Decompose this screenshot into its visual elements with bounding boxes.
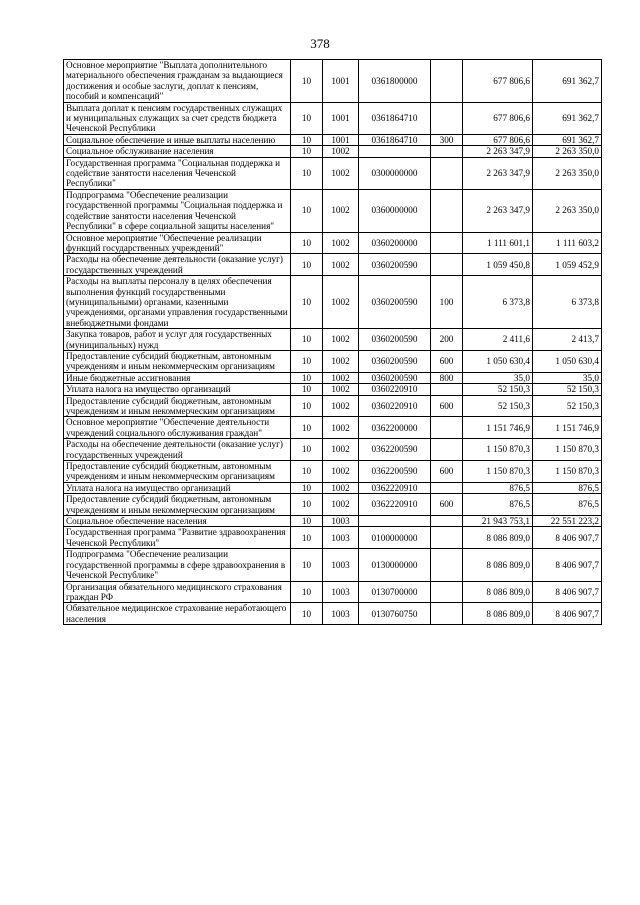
section-code-cell: 10 xyxy=(291,482,323,493)
row-name-cell: Расходы на обеспечение деятельности (оказание услуг) государственных учреждений xyxy=(64,254,291,276)
amount-year2-cell: 691 362,7 xyxy=(533,60,602,103)
amount-year2-cell: 2 263 350,0 xyxy=(533,157,602,189)
target-article-cell: 0130700000 xyxy=(359,581,431,603)
section-code-cell: 10 xyxy=(291,603,323,625)
amount-year1-cell: 8 086 809,0 xyxy=(463,603,533,625)
table-row xyxy=(64,60,602,103)
expense-type-cell xyxy=(431,603,463,625)
amount-year2-cell: 876,5 xyxy=(533,482,602,493)
row-name-cell: Социальное обслуживание населения xyxy=(64,146,291,157)
amount-year2-cell: 1 059 452,9 xyxy=(533,254,602,276)
amount-year2-cell: 1 111 603,2 xyxy=(533,232,602,254)
subsection-code-cell: 1002 xyxy=(323,439,359,461)
subsection-code-cell: 1002 xyxy=(323,461,359,483)
target-article-cell: 0360220910 xyxy=(359,395,431,417)
amount-year1-cell: 876,5 xyxy=(463,494,533,516)
table-row xyxy=(64,482,602,493)
section-code-cell: 10 xyxy=(291,372,323,383)
target-article-cell: 0130000000 xyxy=(359,549,431,581)
target-article-cell: 0360220910 xyxy=(359,384,431,395)
subsection-code-cell: 1002 xyxy=(323,232,359,254)
section-code-cell: 10 xyxy=(291,549,323,581)
target-article-cell: 0362220910 xyxy=(359,494,431,516)
row-name-cell: Расходы на выплаты персоналу в целях обеспечения выполнения функций государственными (муниципальными) органами, казенными учреждениями, органами управления государственными внебюджетными фондами xyxy=(64,276,291,329)
section-code-cell: 10 xyxy=(291,189,323,232)
table-row xyxy=(64,189,602,232)
subsection-code-cell: 1002 xyxy=(323,157,359,189)
target-article-cell: 0360200590 xyxy=(359,372,431,383)
expense-type-cell xyxy=(431,232,463,254)
target-article-cell: 0360200590 xyxy=(359,276,431,329)
row-name-cell: Основное мероприятие "Выплата дополнительного материального обеспечения гражданам за выдающиеся достижения и особые заслуги, доплат к пенсиям, пособий и компенсаций" xyxy=(64,60,291,103)
section-code-cell: 10 xyxy=(291,134,323,145)
target-article-cell: 0362200590 xyxy=(359,439,431,461)
section-code-cell: 10 xyxy=(291,146,323,157)
amount-year2-cell: 1 050 630,4 xyxy=(533,350,602,372)
amount-year1-cell: 6 373,8 xyxy=(463,276,533,329)
section-code-cell: 10 xyxy=(291,395,323,417)
subsection-code-cell: 1002 xyxy=(323,494,359,516)
target-article-cell: 0362200590 xyxy=(359,461,431,483)
amount-year1-cell: 35,0 xyxy=(463,372,533,383)
expense-type-cell xyxy=(431,417,463,439)
expense-type-cell xyxy=(431,384,463,395)
subsection-code-cell: 1002 xyxy=(323,146,359,157)
subsection-code-cell: 1001 xyxy=(323,60,359,103)
section-code-cell: 10 xyxy=(291,60,323,103)
subsection-code-cell: 1002 xyxy=(323,329,359,351)
amount-year1-cell: 1 150 870,3 xyxy=(463,461,533,483)
subsection-code-cell: 1003 xyxy=(323,527,359,549)
amount-year2-cell: 2 263 350,0 xyxy=(533,146,602,157)
subsection-code-cell: 1003 xyxy=(323,603,359,625)
subsection-code-cell: 1003 xyxy=(323,549,359,581)
subsection-code-cell: 1002 xyxy=(323,417,359,439)
expense-type-cell: 300 xyxy=(431,134,463,145)
table-row xyxy=(64,549,602,581)
amount-year1-cell: 52 150,3 xyxy=(463,384,533,395)
subsection-code-cell: 1003 xyxy=(323,516,359,527)
expense-type-cell xyxy=(431,146,463,157)
section-code-cell: 10 xyxy=(291,384,323,395)
subsection-code-cell: 1001 xyxy=(323,134,359,145)
amount-year2-cell: 691 362,7 xyxy=(533,102,602,134)
expense-type-cell: 600 xyxy=(431,395,463,417)
row-name-cell: Социальное обеспечение населения xyxy=(64,516,291,527)
amount-year2-cell: 52 150,3 xyxy=(533,384,602,395)
table-row xyxy=(64,494,602,516)
expense-type-cell xyxy=(431,527,463,549)
row-name-cell: Выплата доплат к пенсиям государственных служащих и муниципальных служащих за счет средств бюджета Чеченской Республики xyxy=(64,102,291,134)
amount-year2-cell: 35,0 xyxy=(533,372,602,383)
amount-year2-cell: 52 150,3 xyxy=(533,395,602,417)
amount-year1-cell: 2 263 347,9 xyxy=(463,189,533,232)
page-number: 378 xyxy=(310,36,330,51)
target-article-cell: 0360200590 xyxy=(359,329,431,351)
section-code-cell: 10 xyxy=(291,350,323,372)
target-article-cell: 0360200590 xyxy=(359,254,431,276)
table-row xyxy=(64,581,602,603)
amount-year2-cell: 22 551 223,2 xyxy=(533,516,602,527)
target-article-cell: 0360200590 xyxy=(359,350,431,372)
expense-type-cell xyxy=(431,581,463,603)
row-name-cell: Уплата налога на имущество организаций xyxy=(64,384,291,395)
table-row xyxy=(64,372,602,383)
table-row xyxy=(64,350,602,372)
section-code-cell: 10 xyxy=(291,157,323,189)
amount-year1-cell: 1 050 630,4 xyxy=(463,350,533,372)
row-name-cell: Закупка товаров, работ и услуг для государственных (муниципальных) нужд xyxy=(64,329,291,351)
subsection-code-cell: 1002 xyxy=(323,384,359,395)
row-name-cell: Обязательное медицинское страхование неработающего населения xyxy=(64,603,291,625)
amount-year1-cell: 2 263 347,9 xyxy=(463,157,533,189)
subsection-code-cell: 1003 xyxy=(323,581,359,603)
expense-type-cell xyxy=(431,189,463,232)
table-row xyxy=(64,527,602,549)
row-name-cell: Социальное обеспечение и иные выплаты населению xyxy=(64,134,291,145)
target-article-cell: 0300000000 xyxy=(359,157,431,189)
row-name-cell: Иные бюджетные ассигнования xyxy=(64,372,291,383)
table-row xyxy=(64,157,602,189)
target-article-cell: 0361800000 xyxy=(359,60,431,103)
amount-year1-cell: 1 150 870,3 xyxy=(463,439,533,461)
amount-year1-cell: 2 411,6 xyxy=(463,329,533,351)
section-code-cell: 10 xyxy=(291,439,323,461)
section-code-cell: 10 xyxy=(291,102,323,134)
expense-type-cell: 600 xyxy=(431,350,463,372)
amount-year2-cell: 8 406 907,7 xyxy=(533,527,602,549)
subsection-code-cell: 1001 xyxy=(323,102,359,134)
subsection-code-cell: 1002 xyxy=(323,350,359,372)
amount-year1-cell: 8 086 809,0 xyxy=(463,549,533,581)
table-row xyxy=(64,102,602,134)
expense-type-cell: 600 xyxy=(431,494,463,516)
row-name-cell: Предоставление субсидий бюджетным, автономным учреждениям и иным некоммерческим организациям xyxy=(64,461,291,483)
expense-type-cell xyxy=(431,254,463,276)
section-code-cell: 10 xyxy=(291,494,323,516)
amount-year1-cell: 8 086 809,0 xyxy=(463,527,533,549)
expense-type-cell xyxy=(431,482,463,493)
section-code-cell: 10 xyxy=(291,254,323,276)
row-name-cell: Государственная программа "Развитие здравоохранения Чеченской Республики" xyxy=(64,527,291,549)
section-code-cell: 10 xyxy=(291,461,323,483)
target-article-cell: 0360200000 xyxy=(359,232,431,254)
budget-table-body xyxy=(64,60,602,625)
expense-type-cell xyxy=(431,439,463,461)
row-name-cell: Расходы на обеспечение деятельности (оказание услуг) государственных учреждений xyxy=(64,439,291,461)
section-code-cell: 10 xyxy=(291,329,323,351)
target-article-cell: 0361864710 xyxy=(359,102,431,134)
row-name-cell: Предоставление субсидий бюджетным, автономным учреждениям и иным некоммерческим организациям xyxy=(64,395,291,417)
table-row xyxy=(64,461,602,483)
target-article-cell: 0130760750 xyxy=(359,603,431,625)
amount-year2-cell: 8 406 907,7 xyxy=(533,603,602,625)
amount-year1-cell: 876,5 xyxy=(463,482,533,493)
amount-year1-cell: 8 086 809,0 xyxy=(463,581,533,603)
row-name-cell: Подпрограмма "Обеспечение реализации государственной программы в сфере здравоохранения в Чеченской Республике" xyxy=(64,549,291,581)
row-name-cell: Подпрограмма "Обеспечение реализации государственной программы "Социальная поддержка и содействие занятости населения Чеченской Республики" в сфере социальной защиты населения" xyxy=(64,189,291,232)
target-article-cell: 0100000000 xyxy=(359,527,431,549)
row-name-cell: Предоставление субсидий бюджетным, автономным учреждениям и иным некоммерческим организациям xyxy=(64,350,291,372)
expense-type-cell: 800 xyxy=(431,372,463,383)
table-row xyxy=(64,146,602,157)
row-name-cell: Основное мероприятие "Обеспечение деятельности учреждений социального обслуживания граждан" xyxy=(64,417,291,439)
amount-year2-cell: 8 406 907,7 xyxy=(533,549,602,581)
target-article-cell: 0361864710 xyxy=(359,134,431,145)
expense-type-cell xyxy=(431,102,463,134)
row-name-cell: Предоставление субсидий бюджетным, автономным учреждениям и иным некоммерческим организациям xyxy=(64,494,291,516)
expense-type-cell: 200 xyxy=(431,329,463,351)
row-name-cell: Основное мероприятие "Обеспечение реализации функций государственных учреждений" xyxy=(64,232,291,254)
amount-year2-cell: 691 362,7 xyxy=(533,134,602,145)
budget-table xyxy=(63,59,602,625)
section-code-cell: 10 xyxy=(291,232,323,254)
table-row xyxy=(64,254,602,276)
expense-type-cell xyxy=(431,60,463,103)
amount-year2-cell: 2 263 350,0 xyxy=(533,189,602,232)
amount-year1-cell: 1 111 601,1 xyxy=(463,232,533,254)
target-article-cell: 0362220910 xyxy=(359,482,431,493)
expense-type-cell xyxy=(431,516,463,527)
subsection-code-cell: 1002 xyxy=(323,482,359,493)
amount-year2-cell: 8 406 907,7 xyxy=(533,581,602,603)
amount-year1-cell: 1 151 746,9 xyxy=(463,417,533,439)
section-code-cell: 10 xyxy=(291,417,323,439)
amount-year1-cell: 2 263 347,9 xyxy=(463,146,533,157)
amount-year2-cell: 1 151 746,9 xyxy=(533,417,602,439)
table-row xyxy=(64,395,602,417)
amount-year2-cell: 1 150 870,3 xyxy=(533,439,602,461)
row-name-cell: Уплата налога на имущество организаций xyxy=(64,482,291,493)
expense-type-cell: 100 xyxy=(431,276,463,329)
table-row xyxy=(64,329,602,351)
table-row xyxy=(64,603,602,625)
amount-year2-cell: 6 373,8 xyxy=(533,276,602,329)
table-row xyxy=(64,516,602,527)
table-row xyxy=(64,276,602,329)
amount-year1-cell: 21 943 753,1 xyxy=(463,516,533,527)
target-article-cell xyxy=(359,516,431,527)
section-code-cell: 10 xyxy=(291,276,323,329)
amount-year2-cell: 876,5 xyxy=(533,494,602,516)
expense-type-cell: 600 xyxy=(431,461,463,483)
amount-year1-cell: 52 150,3 xyxy=(463,395,533,417)
amount-year1-cell: 677 806,6 xyxy=(463,102,533,134)
table-row xyxy=(64,417,602,439)
amount-year1-cell: 677 806,6 xyxy=(463,60,533,103)
section-code-cell: 10 xyxy=(291,581,323,603)
amount-year2-cell: 1 150 870,3 xyxy=(533,461,602,483)
row-name-cell: Организация обязательного медицинского страхования граждан РФ xyxy=(64,581,291,603)
table-row xyxy=(64,134,602,145)
subsection-code-cell: 1002 xyxy=(323,395,359,417)
subsection-code-cell: 1002 xyxy=(323,189,359,232)
table-row xyxy=(64,439,602,461)
row-name-cell: Государственная программа "Социальная поддержка и содействие занятости населения Чеченской Республики" xyxy=(64,157,291,189)
expense-type-cell xyxy=(431,549,463,581)
subsection-code-cell: 1002 xyxy=(323,372,359,383)
target-article-cell xyxy=(359,146,431,157)
expense-type-cell xyxy=(431,157,463,189)
section-code-cell: 10 xyxy=(291,527,323,549)
target-article-cell: 0360000000 xyxy=(359,189,431,232)
subsection-code-cell: 1002 xyxy=(323,276,359,329)
table-row xyxy=(64,232,602,254)
subsection-code-cell: 1002 xyxy=(323,254,359,276)
amount-year1-cell: 677 806,6 xyxy=(463,134,533,145)
target-article-cell: 0362200000 xyxy=(359,417,431,439)
amount-year2-cell: 2 413,7 xyxy=(533,329,602,351)
amount-year1-cell: 1 059 450,8 xyxy=(463,254,533,276)
table-row xyxy=(64,384,602,395)
section-code-cell: 10 xyxy=(291,516,323,527)
